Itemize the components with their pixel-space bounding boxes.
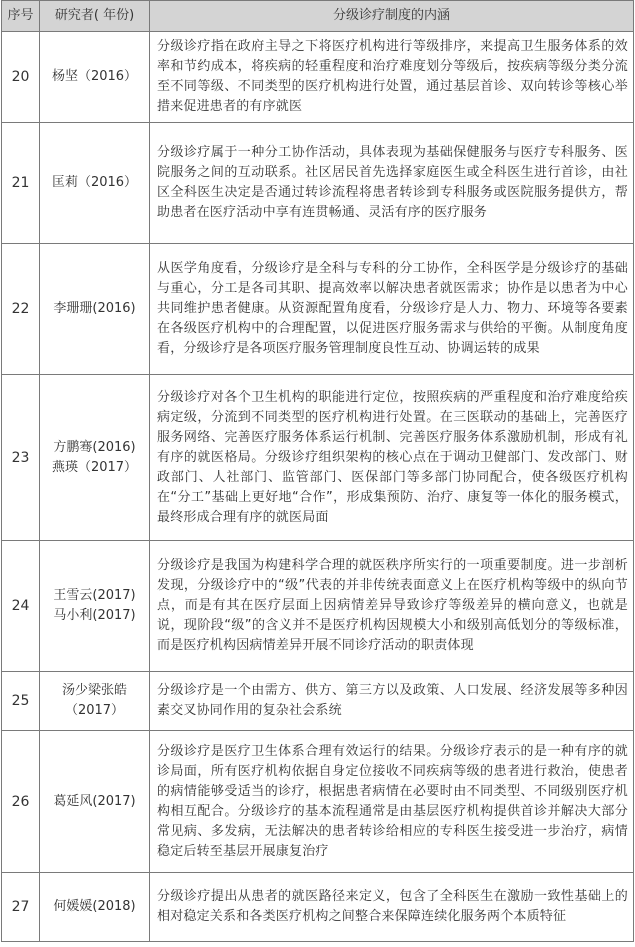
row-definition: 分级诊疗是一个由需方、供方、第三方以及政策、人口发展、经济发展等多种因素交叉协同作用的复杂社会系统 [150, 672, 634, 731]
researcher-name: 马小利(2017) [53, 608, 136, 623]
row-researcher [40, 244, 150, 375]
row-definition: 分级诊疗属于一种分工协作活动，具体表现为基础保健服务与医疗专科服务、医院服务之间的互动联系。社区居民首先选择家庭医生或全科医生进行首诊，由社区全科医生决定是否通过转诊流程将患者转诊到专科服务或医院服务提供方，帮助患者在医疗活动中享有连贯畅通、灵活有序的医疗服务 [150, 123, 634, 244]
researcher-name: 匡莉（2016） [51, 175, 138, 190]
table-row [2, 873, 634, 942]
table-row [2, 32, 634, 123]
row-researcher [40, 731, 150, 873]
researcher-name: 方鹏骞(2016) [53, 439, 136, 455]
researcher-name: 何媛媛(2018) [53, 899, 136, 914]
header-index: 序号 [2, 1, 40, 32]
row-number: 23 [2, 375, 40, 541]
row-researcher [40, 873, 150, 942]
researcher-name: 燕瑛（2017） [51, 459, 138, 475]
row-researcher [40, 541, 150, 672]
researcher-name: 杨坚（2016） [51, 69, 138, 84]
researcher-name: 葛延风(2017) [53, 793, 136, 809]
header-row [2, 1, 634, 32]
row-number: 21 [2, 123, 40, 244]
row-number: 25 [2, 672, 40, 731]
row-number: 20 [2, 32, 40, 123]
researcher-name: 李珊珊(2016) [53, 301, 136, 316]
row-definition: 分级诊疗是我国为构建科学合理的就医秩序所实行的一项重要制度。进一步剖析发现，分级诊疗中的“级”代表的并非传统表面意义上在医疗机构等级中的纵向节点，而是有其在医疗层面上因病情差异导致诊疗等级差异的横向意义，也就是说，现阶段“级”的含义并不是医疗机构因规模大小和级别高低划分的等级标准，而是医疗机构因病情差异开展不同诊疗活动的职责体现 [150, 541, 634, 672]
row-number: 24 [2, 541, 40, 672]
header-researcher: 研究者( 年份) [40, 1, 150, 32]
row-researcher [40, 672, 150, 731]
row-researcher [40, 32, 150, 123]
table-row [2, 375, 634, 541]
researcher-name: 汤少梁张皓 [61, 683, 127, 698]
row-definition: 分级诊疗是医疗卫生体系合理有效运行的结果。分级诊疗表示的是一种有序的就诊局面，所有医疗机构依据自身定位接收不同疾病等级的患者进行救治，使患者的病情能够受适当的诊疗，根据患者病情在必要时由不同类型、不同级别医疗机构相互配合。分级诊疗的基本流程通常是由基层医疗机构提供首诊并解决大部分常见病、多发病，无法解决的患者转诊给相应的专科医生接受进一步治疗，病情稳定后转至基层开展康复治疗 [150, 731, 634, 873]
researcher-year: （2017） [64, 703, 125, 718]
table-row [2, 244, 634, 375]
researcher-name: 王雪云(2017) [53, 588, 136, 603]
table-row [2, 731, 634, 873]
row-definition: 从医学角度看，分级诊疗是全科与专科的分工协作，全科医学是分级诊疗的基础与重心，分工是各司其职、提高效率以解决患者就医需求；协作是以患者为中心共同维护患者健康。从资源配置角度看，分级诊疗是人力、物力、环境等各要素在各级医疗机构中的合理配置，以促进医疗服务需求与供给的平衡。从制度角度看，分级诊疗是各项医疗服务管理制度良性互动、协调运转的成果 [150, 244, 634, 375]
row-number: 27 [2, 873, 40, 942]
row-definition: 分级诊疗对各个卫生机构的职能进行定位，按照疾病的严重程度和治疗难度给疾病定级，分流到不同类型的医疗机构进行处置。在三医联动的基础上，完善医疗服务网络、完善医疗服务体系运行机制、完善医疗服务体系激励机制，形成有礼有序的就医格局。分级诊疗组织架构的核心点在于调动卫健部门、发改部门、财政部门、人社部门、监管部门、医保部门等多部门协同配合，使各级医疗机构在“分工”基础上更好地“合作”，形成集预防、治疗、康复等一体化的服务模式，最终形成合理有序的就医局面 [150, 375, 634, 541]
row-researcher [40, 123, 150, 244]
graded-care-table [1, 0, 634, 942]
table-row [2, 541, 634, 672]
row-number: 22 [2, 244, 40, 375]
row-definition: 分级诊疗指在政府主导之下将医疗机构进行等级排序，来提高卫生服务体系的效率和节约成本，将疾病的轻重程度和治疗难度划分等级后，按疾病等级分类分流至不同等级、不同类型的医疗机构进行处置，通过基层首诊、双向转诊等核心举措来促进患者的有序就医 [150, 32, 634, 123]
row-number: 26 [2, 731, 40, 873]
row-definition: 分级诊疗提出从患者的就医路径来定义，包含了全科医生在激励一致性基础上的相对稳定关系和各类医疗机构之间整合来保障连续化服务两个本质特征 [150, 873, 634, 942]
table-row [2, 672, 634, 731]
table-row [2, 123, 634, 244]
header-content: 分级诊疗制度的内涵 [150, 1, 634, 32]
row-researcher [40, 375, 150, 541]
